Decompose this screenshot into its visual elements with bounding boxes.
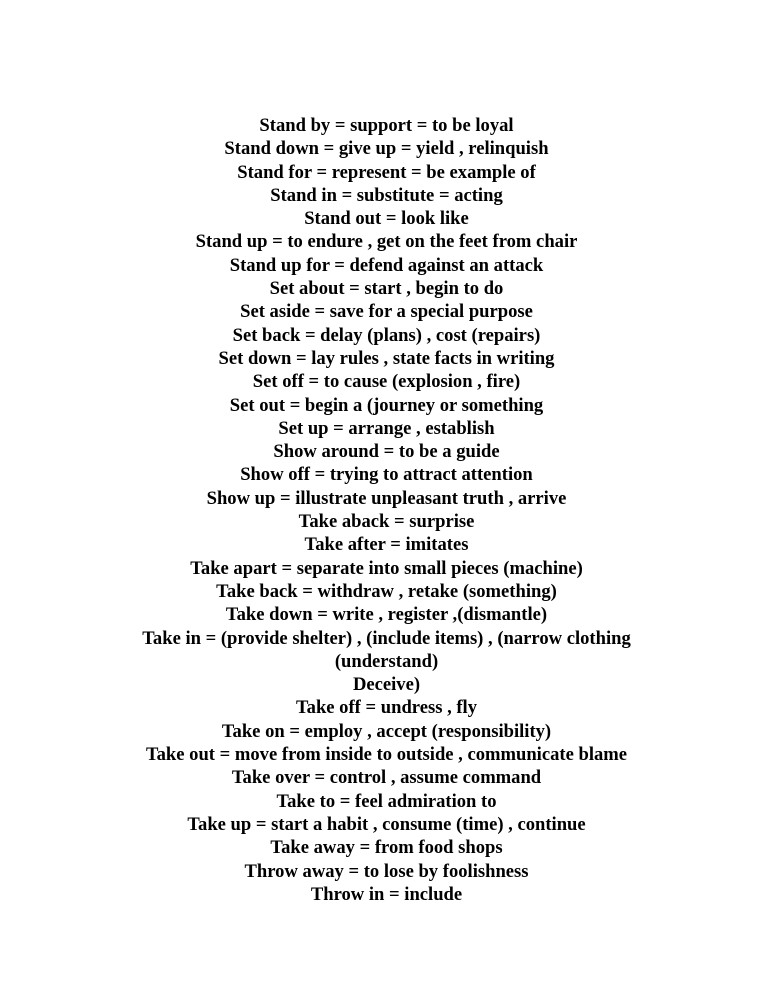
list-item: Take out = move from inside to outside , communicate blame <box>145 744 628 766</box>
list-item: Take to = feel admiration to <box>276 790 497 812</box>
list-item: Set down = lay rules , state facts in writing <box>218 347 555 369</box>
list-item: Show up = illustrate unpleasant truth , arrive <box>206 487 567 509</box>
list-item: Stand by = support = to be loyal <box>259 115 514 136</box>
list-item: Set back = delay (plans) , cost (repairs) <box>232 324 541 346</box>
list-item: Take on = employ , accept (responsibility) <box>221 720 552 742</box>
list-item: Deceive) <box>352 674 421 696</box>
list-item: Show around = to be a guide <box>273 441 500 463</box>
list-item: Stand for = represent = be example of <box>237 161 536 183</box>
list-item: Set out = begin a (journey or something <box>229 394 544 416</box>
list-item: (understand) <box>334 650 439 672</box>
list-item: Throw in = include <box>310 883 463 905</box>
list-item: Stand up for = defend against an attack <box>229 254 544 276</box>
list-item: Take apart = separate into small pieces (machine) <box>190 557 583 579</box>
list-item: Set up = arrange , establish <box>278 417 495 439</box>
list-item: Take over = control , assume command <box>231 767 542 789</box>
list-item: Take after = imitates <box>304 534 469 556</box>
list-item: Set off = to cause (explosion , fire) <box>252 371 521 393</box>
list-item: Show off = trying to attract attention <box>240 464 533 486</box>
list-item: Stand out = look like <box>304 208 469 230</box>
list-item: Take aback = surprise <box>298 511 475 533</box>
phrasal-verbs-list <box>0 114 773 906</box>
list-item: Stand up = to endure , get on the feet from chair <box>195 231 578 253</box>
list-item: Stand in = substitute = acting <box>270 184 503 206</box>
list-item: Take back = withdraw , retake (something) <box>216 580 557 602</box>
list-item: Set about = start , begin to do <box>269 278 504 300</box>
list-item: Take up = start a habit , consume (time) , continue <box>187 813 586 835</box>
list-item: Take off = undress , fly <box>295 697 478 719</box>
list-item: Stand down = give up = yield , relinquish <box>224 138 549 160</box>
list-item: Take in = (provide shelter) , (include items) , (narrow clothing <box>142 627 631 649</box>
list-item: Take down = write , register ,(dismantle) <box>225 604 548 626</box>
list-item: Set aside = save for a special purpose <box>240 301 533 323</box>
list-item: Take away = from food shops <box>270 837 503 859</box>
list-item: Throw away = to lose by foolishness <box>244 860 529 882</box>
